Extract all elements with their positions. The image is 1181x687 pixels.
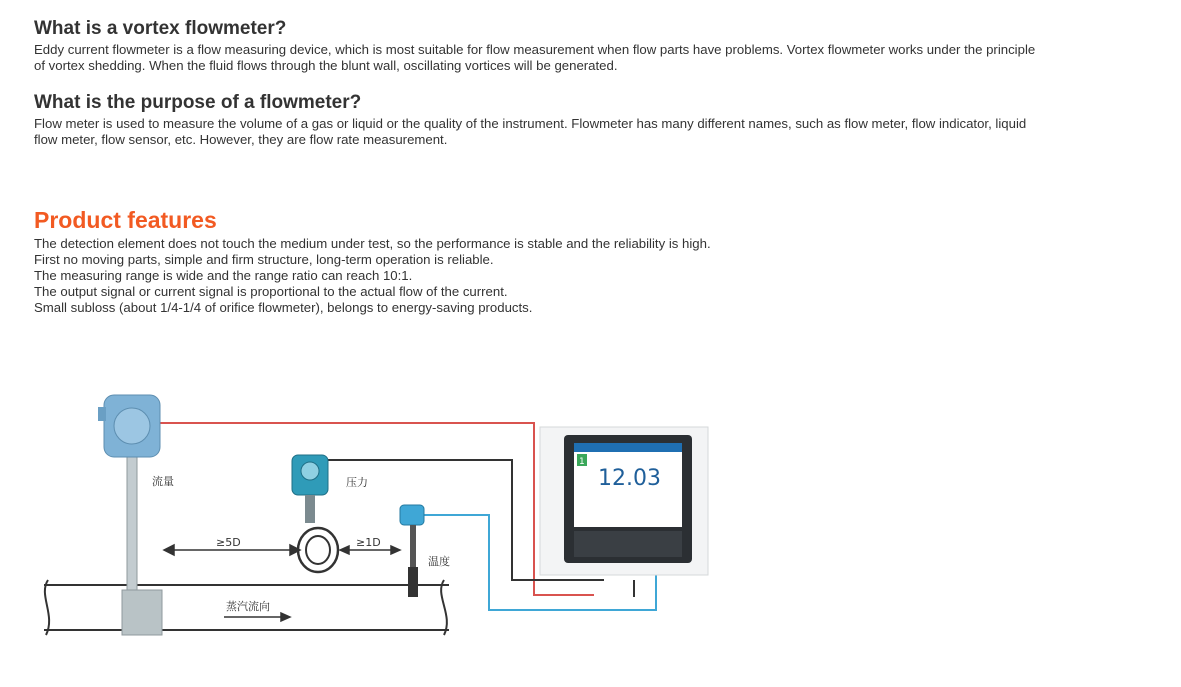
section-features: [34, 207, 1044, 316]
steam-direction-arrow: [224, 613, 290, 621]
pressure-label: 压力: [346, 476, 368, 489]
pressure-wire: [154, 423, 594, 595]
temperature-label: 温度: [428, 555, 450, 568]
display-value: 12.03: [598, 466, 661, 491]
section-purpose: [34, 92, 1044, 148]
paragraph-vortex: Eddy current flowmeter is a flow measuring device, which is most suitable for flow measurement when flow parts have problems. Vortex flowmeter works under the principle of vortex shedding. When the fluid flows through the blunt wall, oscillating vortices will be generated.: [34, 42, 1036, 73]
heading-features: Product features: [34, 207, 217, 233]
installation-diagram: [34, 385, 724, 665]
heading-vortex: What is a vortex flowmeter?: [34, 18, 287, 39]
feature-item: Small subloss (about 1/4-1/4 of orifice flowmeter), belongs to energy-saving products.: [34, 300, 533, 315]
feature-item: The measuring range is wide and the range ratio can reach 10:1.: [34, 268, 413, 283]
temperature-sensor-icon: [400, 505, 424, 597]
flow-label: 流量: [152, 475, 174, 488]
section-vortex: [34, 18, 1044, 74]
pressure-transmitter-icon: [292, 455, 338, 572]
feature-item: First no moving parts, simple and firm structure, long-term operation is reliable.: [34, 252, 494, 267]
upstream-distance-label: ≥5D: [216, 536, 241, 549]
vortex-flowmeter-icon: [98, 395, 162, 635]
downstream-distance-label: ≥1D: [356, 536, 381, 549]
steam-direction-label: 蒸汽流向: [226, 600, 270, 613]
channel-badge: 1: [579, 457, 585, 467]
feature-item: The detection element does not touch the medium under test, so the performance is stable and the reliability is high.: [34, 236, 711, 251]
flow-computer-display: [540, 427, 708, 575]
paragraph-purpose: Flow meter is used to measure the volume of a gas or liquid or the quality of the instrument. Flowmeter has many different names, such as flow meter, flow indicator, liquid flow meter, flow sensor, etc. However, they are flow rate measurement.: [34, 116, 1027, 147]
heading-purpose: What is the purpose of a flowmeter?: [34, 92, 362, 113]
feature-item: The output signal or current signal is proportional to the actual flow of the current.: [34, 284, 508, 299]
